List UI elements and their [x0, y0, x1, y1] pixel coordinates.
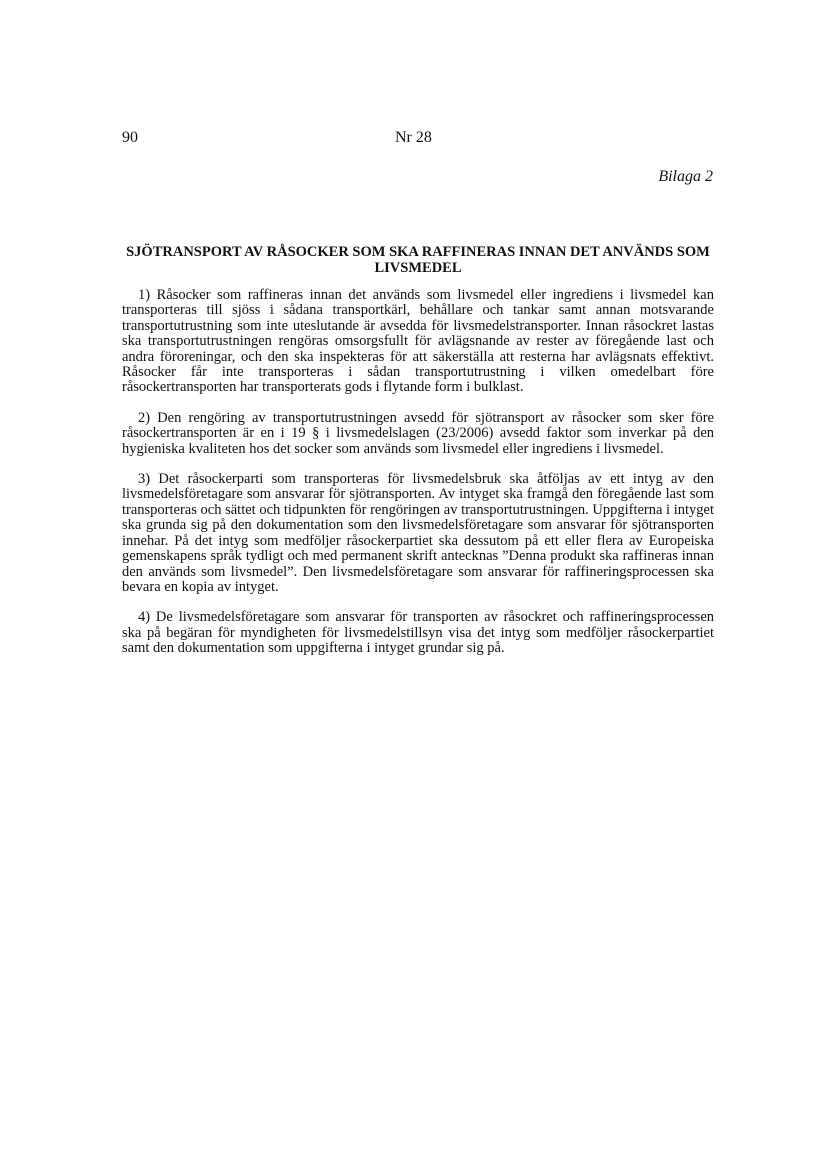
appendix-label: Bilaga 2	[658, 168, 713, 185]
paragraph-3: 3) Det råsockerparti som transporteras för livsmedelsbruk ska åtföljas av ett intyg av den livsmedelsföretagare som ansvarar för sjötransporten. Av intyget ska framgå den föregående last som transporteras och sättet och tidpunkten för rengöringen av transportutrustningen. Uppgifterna i intyget ska grunda sig på den dokumentation som den livsmedelsföretagare som ansvarar för sjötransporten innehar. På det intyg som medföljer råsockerpartiet ska dessutom på ett eller flera av Europeiska gemenskapens språk tydligt och med permanent skrift antecknas ”Denna produkt ska raffineras innan den används som livsmedel”. Den livsmedelsföretagare som ansvarar för raffineringsprocessen ska bevara en kopia av intyget.	[122, 471, 714, 595]
document-title: SJÖTRANSPORT AV RÅSOCKER SOM SKA RAFFINERAS INNAN DET ANVÄNDS SOM LIVSMEDEL	[126, 244, 710, 276]
paragraph-1: 1) Råsocker som raffineras innan det används som livsmedel eller ingrediens i livsmedel kan transporteras till sjöss i sådana transportkärl, behållare och tankar samt annan motsvarande transportutrustning som inte uteslutande är avsedda för livsmedelstransporter. Innan råsockret lastas ska transportutrustningen rengöras omsorgsfullt för avlägsnande av rester av föregående last och andra föroreningar, och den ska inspekteras för att säkerställa att resterna har avlägsnats effektivt. Råsocker får inte transporteras i sådan transportutrustning i vilken omedelbart före råsockertransporten har transporterats gods i flytande form i bulklast.	[122, 287, 714, 396]
document-body	[122, 288, 714, 672]
paragraph-2: 2) Den rengöring av transportutrustningen avsedd för sjötransport av råsocker som sker före råsockertransporten är en i 19 § i livsmedelslagen (23/2006) avsedd faktor som inverkar på den hygieniska kvaliteten hos det socker som används som livsmedel eller ingrediens i livsmedel.	[122, 409, 714, 457]
paragraph-4: 4) De livsmedelsföretagare som ansvarar för transporten av råsockret och raffineringsprocessen ska på begäran för myndigheten för livsmedelstillsyn visa det intyg som medföljer råsockerpartiet samt den dokumentation som uppgifterna i intyget grundar sig på.	[122, 609, 714, 657]
page-number: 90	[122, 129, 138, 146]
issue-number: Nr 28	[395, 129, 432, 146]
